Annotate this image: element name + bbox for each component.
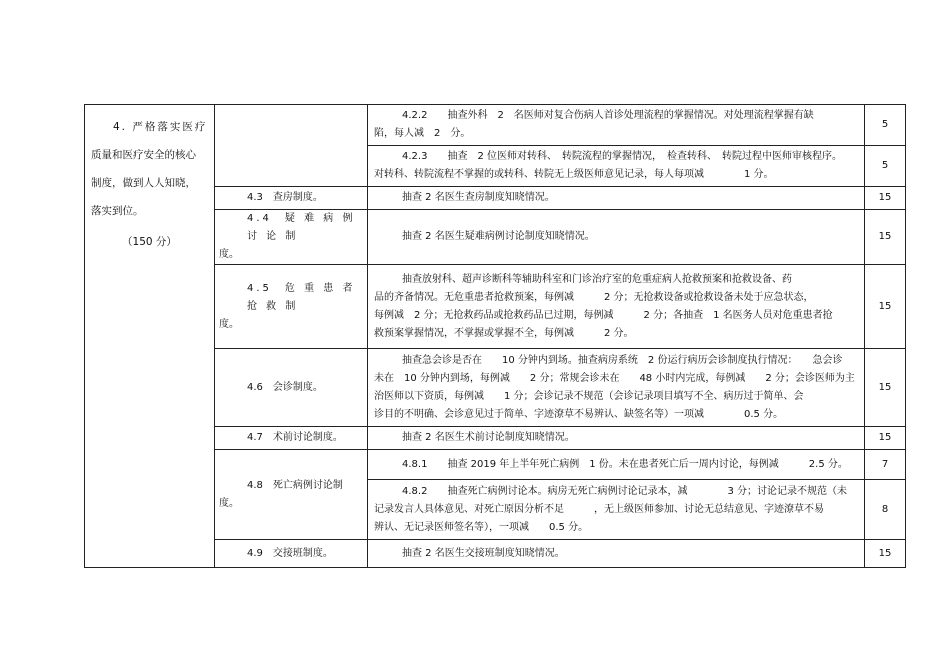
- content-cell: [368, 480, 865, 540]
- points-cell: 15: [865, 349, 906, 427]
- item-cell: [215, 105, 368, 187]
- item-line: 4.5 危 重 患 者 抢 救 制: [247, 282, 356, 312]
- content-line: 4.2.3 抽查 2 位医师对转科、 转院流程的掌握情况， 检查转科、 转院过程中医师审核程序。: [402, 151, 842, 162]
- content-cell: [368, 265, 865, 349]
- assessment-table: [84, 104, 906, 568]
- content-cell: [368, 349, 865, 427]
- section-title-line: 制度，做到人人知晓，: [91, 177, 196, 189]
- section-score: （150 分）: [122, 236, 177, 248]
- section-title-line: 4. 严格落实医疗: [113, 121, 208, 133]
- content-cell: [368, 210, 865, 265]
- content-line: 对转科、转院流程不掌握的或转科、转院无上级医师意见记录，每人每项减 1 分。: [374, 169, 774, 180]
- item-cell: [215, 349, 368, 427]
- content-cell: [368, 187, 865, 210]
- content-cell: [368, 540, 865, 568]
- points-cell: 15: [865, 187, 906, 210]
- content-line: 抽查急会诊是否在 10 分钟内到场。抽查病房系统 2 份运行病历会诊制度执行情况： 急会诊: [402, 354, 843, 366]
- content-line: 抽查 2 名医生疑难病例讨论制度知晓情况。: [402, 231, 595, 242]
- content-line: 辨认、无记录医师签名等），一项减 0.5 分。: [374, 521, 589, 533]
- points-cell: 5: [865, 105, 906, 146]
- item-line: 度。: [219, 497, 239, 509]
- content-line: 4.2.2 抽查外科 2 名医师对复合伤病人首诊处理流程的掌握情况。对处理流程掌握有缺: [402, 110, 814, 121]
- item-cell: [215, 540, 368, 568]
- item-line: 度。: [219, 318, 239, 330]
- content-line: 抽查 2 名医生交接班制度知晓情况。: [402, 547, 565, 559]
- points-cell: 15: [865, 427, 906, 450]
- content-line: 诊目的不明确、会诊意见过于简单、字迹潦草不易辨认、缺签名等）一项减 0.5 分。: [374, 408, 784, 420]
- content-line: 品的齐备情况。无危重患者抢救预案，每例减 2 分；无抢救设备或抢救设备未处于应急状态，: [374, 291, 814, 303]
- content-line: 4.8.2 抽查死亡病例讨论本。病房无死亡病例讨论记录本，减 3 分；讨论记录不规范（未: [402, 485, 847, 497]
- item-line: 度。: [219, 249, 239, 260]
- item-line: 4.8 死亡病例讨论制: [247, 479, 343, 491]
- points-cell: 8: [865, 480, 906, 540]
- content-line: 记录发言人具体意见、对死亡原因分析不足 ，无上级医师参加、讨论无总结意见、字迹潦草不易: [374, 503, 824, 515]
- section-cell: [85, 105, 215, 568]
- content-line: 4.8.1 抽查 2019 年上半年死亡病例 1 份。未在患者死亡后一周内讨论，每例减 2.5 分。: [402, 458, 848, 470]
- section-title-line: 质量和医疗安全的核心: [91, 149, 196, 161]
- content-cell: [368, 427, 865, 450]
- item-cell: [215, 427, 368, 450]
- item-cell: [215, 187, 368, 210]
- item-cell: [215, 265, 368, 349]
- item-line: 4.9 交接班制度。: [247, 547, 333, 559]
- item-line: 4.7 术前讨论制度。: [247, 432, 343, 443]
- item-cell: [215, 450, 368, 540]
- content-cell: [368, 146, 865, 187]
- points-cell: 5: [865, 146, 906, 187]
- content-cell: [368, 105, 865, 146]
- content-line: 治医师以下资质，每例减 1 分；会诊记录不规范（会诊记录项目填写不全、病历过于简单、会: [374, 390, 804, 402]
- content-line: 抽查 2 名医生查房制度知晓情况。: [402, 192, 555, 203]
- section-title-line: 落实到位。: [91, 205, 144, 217]
- points-cell: 15: [865, 265, 906, 349]
- item-cell: [215, 210, 368, 265]
- content-line: 抽查放射科、超声诊断科等辅助科室和门诊治疗室的危重症病人抢救预案和抢救设备、药: [402, 273, 792, 285]
- item-line: 4.4 疑 难 病 例 讨 论 制: [247, 213, 356, 242]
- content-line: 未在 10 分钟内到场，每例减 2 分；常规会诊未在 48 小时内完成，每例减 2 分；会诊医师为主: [374, 372, 855, 384]
- points-cell: 15: [865, 540, 906, 568]
- item-line: 4.6 会诊制度。: [247, 381, 323, 393]
- content-line: 陷，每人减 2 分。: [374, 128, 471, 139]
- content-line: 救预案掌握情况，不掌握或掌握不全，每例减 2 分。: [374, 327, 634, 339]
- item-line: 4.3 查房制度。: [247, 192, 323, 203]
- table-row: [85, 105, 906, 146]
- points-cell: 15: [865, 210, 906, 265]
- points-cell: 7: [865, 450, 906, 480]
- content-cell: [368, 450, 865, 480]
- content-line: 每例减 2 分；无抢救药品或抢救药品已过期，每例减 2 分；各抽查 1 名医务人员对危重患者抢: [374, 309, 833, 321]
- content-line: 抽查 2 名医生术前讨论制度知晓情况。: [402, 432, 575, 443]
